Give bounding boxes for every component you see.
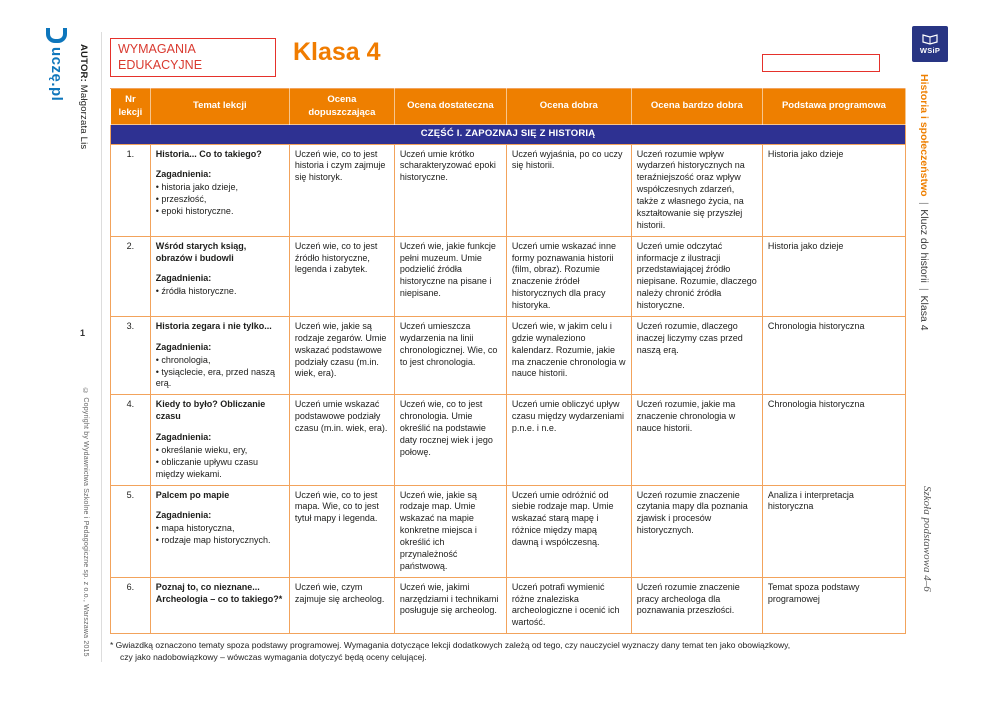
zagadnienia-item: • obliczanie upływu czasu między wiekami. (156, 457, 284, 481)
zagadnienia-list (156, 182, 284, 218)
cell-ocena-bardzo-dobra: Uczeń rozumie znaczenie pracy archeologa dla poznawania przeszłości. (631, 577, 762, 634)
cell-lesson-number: 3. (111, 316, 151, 394)
lesson-title: Historia... Co to takiego? (155, 148, 262, 159)
col-header-ocena-dostateczna: Ocena dostateczna (394, 89, 506, 125)
cell-lesson-topic (150, 485, 289, 577)
cell-lesson-number: 2. (111, 236, 151, 316)
col-header-nr-lekcji: Nr lekcji (111, 89, 151, 125)
zagadnienia-label: Zagadnienia: (155, 273, 212, 284)
empty-red-frame (762, 54, 880, 72)
table-row (111, 395, 906, 485)
author-label (78, 44, 89, 149)
main-content (110, 36, 906, 664)
cell-ocena-bardzo-dobra: Uczeń rozumie znaczenie czytania mapy dla poznania zjawisk i procesów historycznych. (631, 485, 762, 577)
series-spine-text (918, 74, 930, 331)
cell-lesson-topic (150, 144, 289, 236)
requirements-table (110, 88, 906, 634)
cell-ocena-dobra: Uczeń potrafi wymienić różne znaleziska archeologiczne i ocenić ich wartość. (506, 577, 631, 634)
cell-podstawa-programowa: Temat spoza podstawy programowej (762, 577, 905, 634)
requirements-title-box: WYMAGANIA EDUKACYJNE (110, 38, 276, 77)
zagadnienia-item: • rodzaje map historycznych. (156, 535, 284, 547)
series-subtitle: Klucz do historii (918, 209, 930, 283)
cell-podstawa-programowa: Analiza i interpretacja historyczna (762, 485, 905, 577)
cell-ocena-bardzo-dobra: Uczeń umie odczytać informacje z ilustracji przedstawiającej źródło niepisane. Rozumie, dlaczego należy chronić źródła historyczne. (631, 236, 762, 316)
table-header-row (111, 89, 906, 125)
zagadnienia-label: Zagadnienia: (155, 432, 212, 443)
cell-lesson-number: 1. (111, 144, 151, 236)
cell-lesson-topic (150, 577, 289, 634)
zagadnienia-item: • tysiąclecie, era, przed naszą erą. (156, 367, 284, 391)
wsip-book-icon (922, 33, 938, 45)
cell-ocena-dobra: Uczeń umie obliczyć upływ czasu między wydarzeniami p.n.e. i n.e. (506, 395, 631, 485)
zagadnienia-list (156, 286, 284, 298)
cell-ocena-dopuszczajaca: Uczeń wie, co to jest mapa. Wie, co to jest tytuł mapy i legenda. (289, 485, 394, 577)
cell-ocena-dopuszczajaca: Uczeń wie, jakie są rodzaje zegarów. Umie wskazać podstawowe podziały czasu (m.in. wiek, era). (289, 316, 394, 394)
series-separator: | (918, 287, 930, 291)
cell-podstawa-programowa: Historia jako dzieje (762, 144, 905, 236)
table-row (111, 144, 906, 236)
zagadnienia-label: Zagadnienia: (155, 341, 212, 352)
page-title: Klasa 4 (293, 38, 381, 66)
ucze-pl-logo-text: uczę.pl (48, 47, 65, 102)
series-title: Historia i społeczeństwo (918, 74, 930, 197)
zagadnienia-label: Zagadnienia: (155, 169, 212, 180)
cell-ocena-dostateczna: Uczeń umie krótko scharakteryzować epoki historyczne. (394, 144, 506, 236)
cell-ocena-dostateczna: Uczeń wie, co to jest chronologia. Umie określić na podstawie daty rocznej wiek i jego połowę. (394, 395, 506, 485)
left-rail-divider (101, 32, 102, 662)
wsip-logo (912, 26, 948, 62)
cell-ocena-bardzo-dobra: Uczeń rozumie, jakie ma znaczenie chronologia w nauce historii. (631, 395, 762, 485)
series-class: Klasa 4 (918, 295, 930, 331)
cell-podstawa-programowa: Chronologia historyczna (762, 316, 905, 394)
cell-ocena-dopuszczajaca: Uczeń wie, co to jest źródło historyczne, legenda i zabytek. (289, 236, 394, 316)
cell-podstawa-programowa: Chronologia historyczna (762, 395, 905, 485)
table-row (111, 316, 906, 394)
col-header-temat-lekcji: Temat lekcji (150, 89, 289, 125)
cell-ocena-dobra: Uczeń wyjaśnia, po co uczy się historii. (506, 144, 631, 236)
footnote (110, 640, 890, 664)
footnote-line-1: * Gwiazdką oznaczono tematy spoza podstawy programowej. Wymagania dotyczące lekcji dodatkowych zależą od tego, czy nauczyciel wyznaczy dany temat ten jako obowiązkowy, (110, 640, 791, 651)
page-number: 1 (80, 328, 86, 338)
zagadnienia-list (156, 523, 284, 547)
lesson-title: Palcem po mapie (155, 489, 230, 500)
zagadnienia-item: • mapa historyczna, (156, 523, 284, 535)
col-header-ocena-dopuszczajaca: Ocena dopuszczająca (289, 89, 394, 125)
lesson-title: Wśród starych ksiąg, obrazów i budowli (155, 240, 247, 263)
cell-ocena-dostateczna: Uczeń umieszcza wydarzenia na linii chronologicznej. Wie, co to jest chronologia. (394, 316, 506, 394)
table-row (111, 485, 906, 577)
ucze-pl-u-icon (46, 28, 67, 43)
ucze-pl-logo (46, 28, 67, 101)
cell-lesson-topic (150, 316, 289, 394)
cell-ocena-dopuszczajaca: Uczeń umie wskazać podstawowe podziały czasu (m.in. wiek, era). (289, 395, 394, 485)
footnote-line-2: czy jako nadobowiązkowy – wówczas wymagania dotyczyć będą oceny celującej. (120, 652, 427, 663)
lesson-title: Historia zegara i nie tylko... (155, 320, 272, 331)
cell-lesson-number: 5. (111, 485, 151, 577)
cell-ocena-bardzo-dobra: Uczeń rozumie, dlaczego inaczej liczymy czas przed naszą erą. (631, 316, 762, 394)
cell-ocena-dostateczna: Uczeń wie, jakie są rodzaje map. Umie wskazać na mapie konkretne miejsca i określić ich przynależność państwową. (394, 485, 506, 577)
zagadnienia-list (156, 355, 284, 391)
cell-lesson-number: 4. (111, 395, 151, 485)
col-header-ocena-bardzo-dobra: Ocena bardzo dobra (631, 89, 762, 125)
zagadnienia-item: • źródła historyczne. (156, 286, 284, 298)
wsip-logo-text: WSiP (919, 46, 941, 55)
col-header-podstawa-programowa: Podstawa programowa (762, 89, 905, 125)
cell-ocena-dobra: Uczeń umie wskazać inne formy poznawania historii (film, obraz). Rozumie znaczenie źródeł historycznych dla pracy historyka. (506, 236, 631, 316)
zagadnienia-item: • historia jako dzieje, (156, 182, 284, 194)
zagadnienia-list (156, 445, 284, 481)
cell-ocena-bardzo-dobra: Uczeń rozumie wpływ wydarzeń historycznych na teraźniejszość oraz wpływ współczesnych zdarzeń, także z własnego życia, na kształtowanie się przyszłej historii. (631, 144, 762, 236)
lesson-title: Poznaj to, co nieznane... Archeologia – co to takiego?* (155, 581, 283, 604)
cell-podstawa-programowa: Historia jako dzieje (762, 236, 905, 316)
author-name: Małgorzata Lis (78, 81, 89, 150)
cell-lesson-topic (150, 395, 289, 485)
section-banner: CZĘŚĆ I. ZAPOZNAJ SIĘ Z HISTORIĄ (111, 125, 906, 145)
section-banner-row (111, 125, 906, 145)
cell-lesson-topic (150, 236, 289, 316)
zagadnienia-label: Zagadnienia: (155, 510, 212, 521)
zagadnienia-item: • określanie wieku, ery, (156, 445, 284, 457)
cell-lesson-number: 6. (111, 577, 151, 634)
edition-spine-text: Szkoła podstawowa 4–6 (921, 486, 933, 592)
cell-ocena-dostateczna: Uczeń wie, jakie funkcje pełni muzeum. Umie podzielić źródła historyczne na pisane i niepisane. (394, 236, 506, 316)
lesson-title: Kiedy to było? Obliczanie czasu (155, 399, 266, 422)
table-row (111, 577, 906, 634)
cell-ocena-dobra: Uczeń wie, w jakim celu i gdzie wynaleziono kalendarz. Rozumie, jakie ma znaczenie chronologia w nauce historii. (506, 316, 631, 394)
zagadnienia-item: • przeszłość, (156, 194, 284, 206)
cell-ocena-dobra: Uczeń umie odróżnić od siebie rodzaje map. Umie wskazać starą mapę i różnice między mapą dawną i współczesną. (506, 485, 631, 577)
zagadnienia-item: • chronologia, (156, 355, 284, 367)
series-separator: | (918, 201, 930, 205)
cell-ocena-dostateczna: Uczeń wie, jakimi narzędziami i technikami posługuje się archeolog. (394, 577, 506, 634)
copyright-notice: © Copyright by Wydawnictwa Szkolne i Pedagogiczne sp. z o.o., Warszawa 2015 (82, 388, 89, 657)
table-row (111, 236, 906, 316)
author-label-prefix: AUTOR: (78, 44, 89, 82)
cell-ocena-dopuszczajaca: Uczeń wie, co to jest historia i czym zajmuje się historyk. (289, 144, 394, 236)
zagadnienia-item: • epoki historyczne. (156, 206, 284, 218)
cell-ocena-dopuszczajaca: Uczeń wie, czym zajmuje się archeolog. (289, 577, 394, 634)
col-header-ocena-dobra: Ocena dobra (506, 89, 631, 125)
